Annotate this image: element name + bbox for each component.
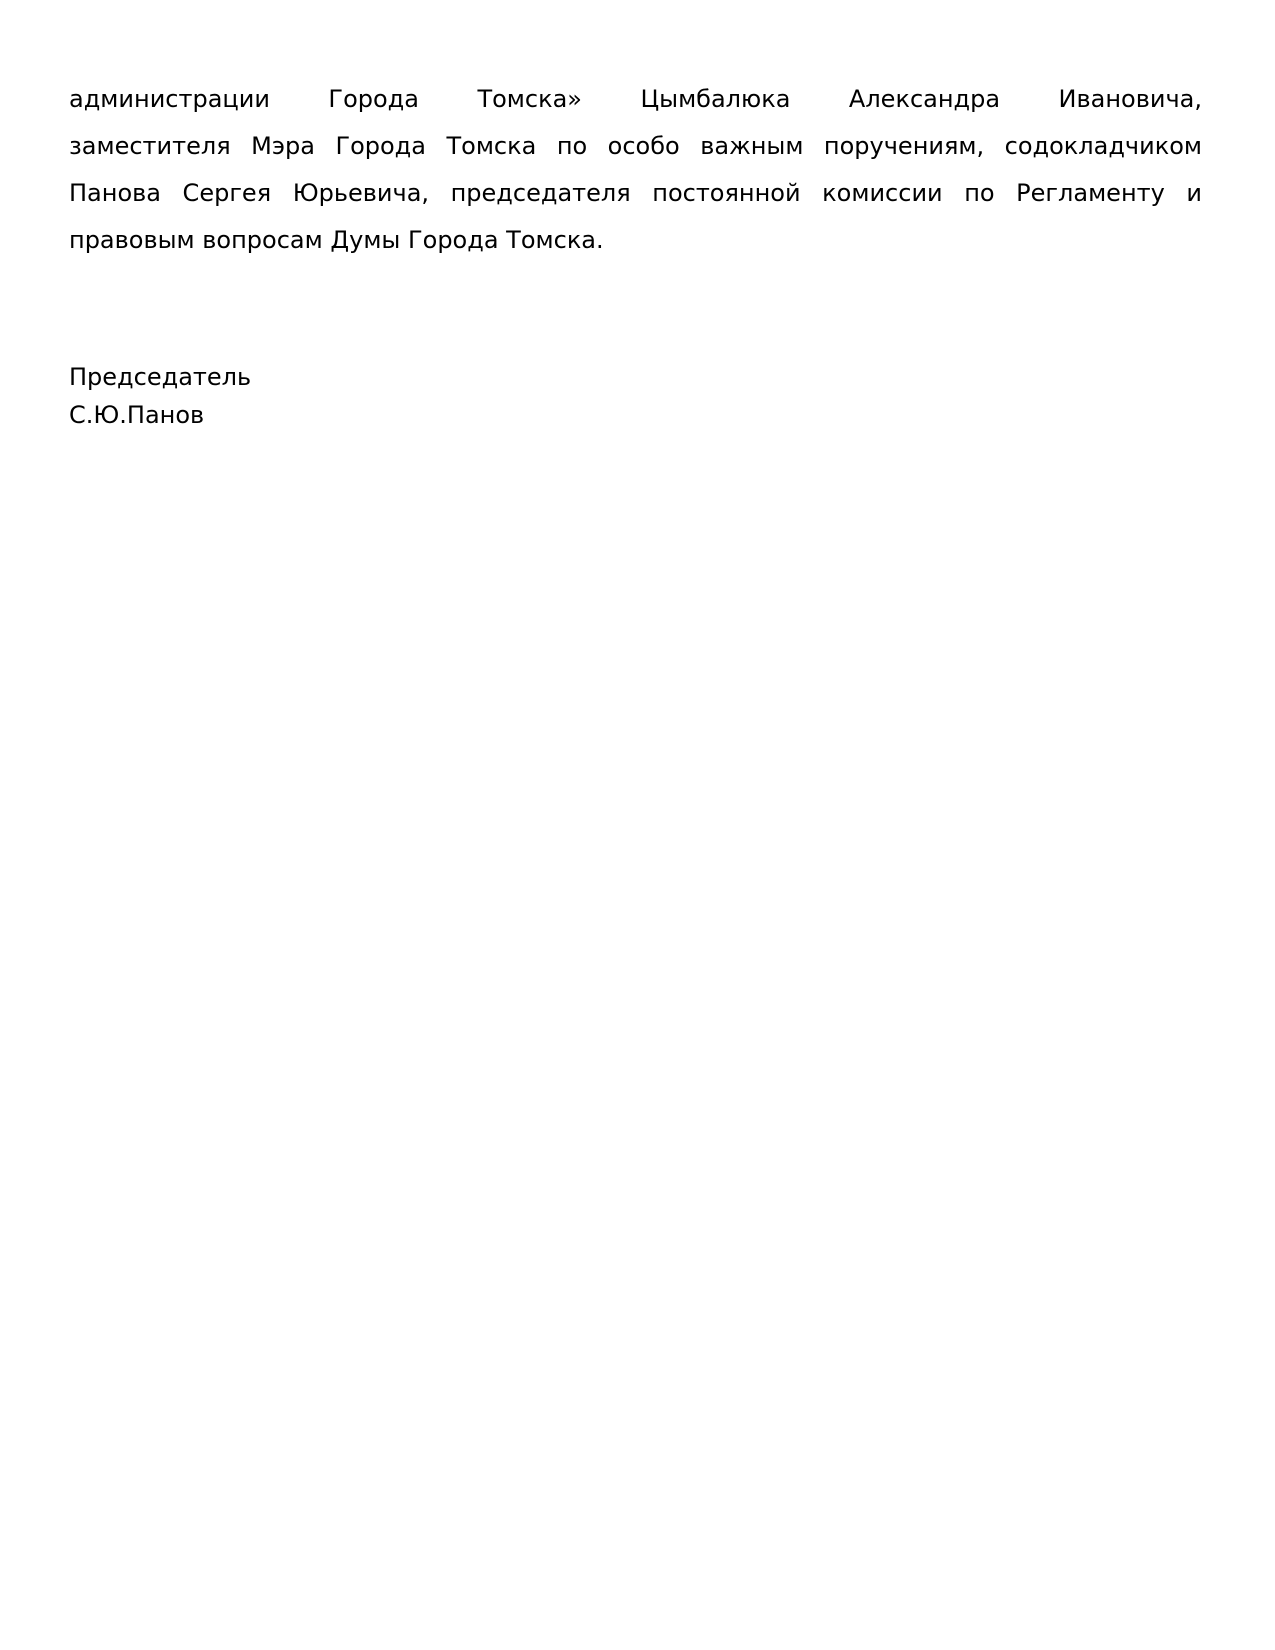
paragraph-line: Панова Сергея Юрьевича, председателя постоянной комиссии по Регламенту и bbox=[69, 179, 1202, 207]
signature-name: С.Ю.Панов bbox=[69, 401, 205, 429]
paragraph-line: заместителя Мэра Города Томска по особо важным поручениям, содокладчиком bbox=[69, 132, 1202, 160]
signature-block bbox=[69, 358, 669, 434]
paragraph-line: администрации Города Томска» Цымбалюка Александра Ивановича, bbox=[69, 85, 1202, 113]
paragraph-line: правовым вопросам Думы Города Томска. bbox=[69, 226, 604, 254]
signature-position: Председатель bbox=[69, 363, 252, 391]
body-paragraph bbox=[69, 76, 1202, 264]
